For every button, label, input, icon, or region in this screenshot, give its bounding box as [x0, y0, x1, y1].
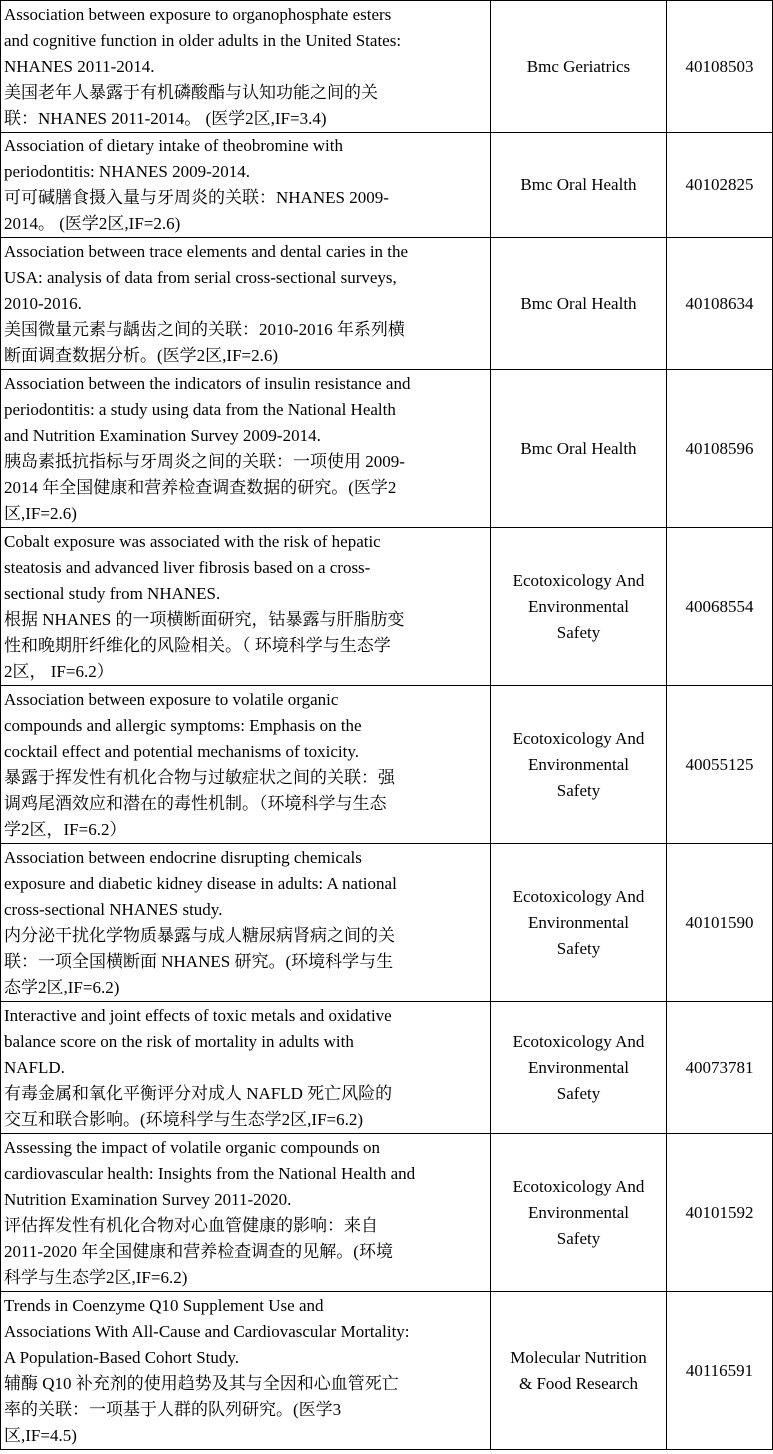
article-title-line: Cobalt exposure was associated with the risk of hepatic: [4, 531, 381, 551]
journal-name-cell: [491, 1, 667, 133]
pmid-cell: 40116591: [667, 1292, 773, 1450]
pmid-cell: 40108596: [667, 370, 773, 528]
article-title-line: 率的关联：一项基于人群的队列研究。(医学3: [4, 1399, 342, 1419]
journal-name-line: Environmental: [527, 596, 630, 616]
article-title-line: periodontitis: a study using data from the National Health: [4, 399, 396, 419]
article-title-line: 2014。 (医学2区,IF=2.6): [4, 214, 181, 233]
pmid-cell: 40108503: [667, 1, 773, 133]
article-title-line: Interactive and joint effects of toxic metals and oxidative: [4, 1005, 392, 1025]
article-title-cell: [1, 1, 491, 133]
table-row: [1, 1002, 773, 1134]
article-title-line: Assessing the impact of volatile organic compounds on: [4, 1137, 380, 1157]
table-row: [1, 238, 773, 370]
pmid-cell: 40101592: [667, 1134, 773, 1292]
journal-name-line: & Food Research: [519, 1373, 638, 1393]
journal-name-line: Molecular Nutrition: [510, 1347, 647, 1367]
article-title-line: 交互和联合影响。(环境科学与生态学2区,IF=6.2): [4, 1109, 364, 1129]
pmid-cell: 40108634: [667, 238, 773, 370]
article-title-line: USA: analysis of data from serial cross-sectional surveys,: [4, 267, 397, 287]
article-title-line: 学2区，IF=6.2）: [4, 819, 127, 839]
article-title-line: and cognitive function in older adults in the United States:: [4, 30, 402, 50]
journal-name-line: Ecotoxicology And: [512, 886, 645, 906]
article-title-line: 可可碱膳食摄入量与牙周炎的关联：NHANES 2009-: [4, 188, 389, 207]
table-row: [1, 1134, 773, 1292]
article-title-line: 内分泌干扰化学物质暴露与成人糖尿病肾病之间的关: [4, 925, 395, 945]
table-row: [1, 1, 773, 133]
article-title-cell: [1, 1292, 491, 1450]
article-title-line: 胰岛素抵抗指标与牙周炎之间的关联：一项使用 2009-: [4, 451, 405, 471]
pmid-cell: 40102825: [667, 133, 773, 238]
pmid-cell: 40055125: [667, 686, 773, 844]
journal-name-line: Environmental: [527, 912, 630, 932]
journal-name-line: Ecotoxicology And: [512, 728, 645, 748]
article-title-line: 评估挥发性有机化合物对心血管健康的影响：来自: [4, 1215, 378, 1235]
article-title-line: Association between trace elements and dental caries in the: [4, 241, 409, 261]
journal-name-line: Ecotoxicology And: [512, 570, 645, 590]
article-title-line: 断面调查数据分析。(医学2区,IF=2.6): [4, 345, 279, 365]
journal-name-line: Environmental: [527, 754, 630, 774]
journal-name-line: Ecotoxicology And: [512, 1176, 645, 1196]
article-title-line: 美国老年人暴露于有机磷酸酯与认知功能之间的关: [4, 82, 378, 102]
article-title-line: exposure and diabetic kidney disease in adults: A national: [4, 873, 397, 893]
journal-name-cell: [491, 844, 667, 1002]
journal-name-line: Bmc Oral Health: [520, 438, 637, 458]
article-title-line: Trends in Coenzyme Q10 Supplement Use and: [4, 1295, 324, 1315]
article-title-line: Association between the indicators of insulin resistance and: [4, 373, 411, 393]
article-title-line: Nutrition Examination Survey 2011-2020.: [4, 1189, 292, 1209]
journal-name-line: Bmc Oral Health: [520, 175, 637, 194]
journal-name-line: Safety: [556, 780, 601, 800]
journal-name-line: Environmental: [527, 1202, 630, 1222]
article-title-line: NAFLD.: [4, 1057, 65, 1077]
article-title-line: compounds and allergic symptoms: Emphasis on the: [4, 715, 362, 735]
article-title-line: Association between endocrine disrupting chemicals: [4, 847, 362, 867]
journal-name-line: Safety: [556, 622, 601, 642]
article-title-line: Association between exposure to organophosphate esters: [4, 4, 392, 24]
article-title-line: Association of dietary intake of theobromine with: [4, 136, 343, 155]
article-title-line: 2011-2020 年全国健康和营养检查调查的见解。(环境: [4, 1241, 393, 1261]
journal-name-cell: [491, 1292, 667, 1450]
journal-name-cell: [491, 1134, 667, 1292]
journal-name-line: Ecotoxicology And: [512, 1031, 645, 1051]
article-title-line: 有毒金属和氧化平衡评分对成人 NAFLD 死亡风险的: [4, 1083, 393, 1103]
article-title-line: cardiovascular health: Insights from the National Health and: [4, 1163, 416, 1183]
article-title-line: 区,IF=4.5): [4, 1425, 77, 1445]
article-title-line: sectional study from NHANES.: [4, 583, 221, 603]
pmid-cell: 40073781: [667, 1002, 773, 1134]
journal-name-cell: [491, 238, 667, 370]
journal-name-cell: [491, 370, 667, 528]
article-title-line: 美国微量元素与龋齿之间的关联：2010-2016 年系列横: [4, 319, 405, 339]
table-row: [1, 133, 773, 238]
journal-name-line: Safety: [556, 1228, 601, 1248]
journal-name-cell: [491, 133, 667, 238]
article-title-line: cross-sectional NHANES study.: [4, 899, 223, 919]
article-title-line: 态学2区,IF=6.2): [4, 977, 120, 997]
table-row: [1, 1292, 773, 1450]
article-title-line: Association between exposure to volatile organic: [4, 689, 339, 709]
table-row: [1, 528, 773, 686]
journal-name-line: Safety: [556, 1083, 601, 1103]
article-title-line: balance score on the risk of mortality in adults with: [4, 1031, 354, 1051]
article-title-line: 区,IF=2.6): [4, 503, 77, 523]
article-title-line: 根据 NHANES 的一项横断面研究，钴暴露与肝脂肪变: [4, 609, 405, 629]
article-title-cell: [1, 370, 491, 528]
article-title-line: 暴露于挥发性有机化合物与过敏症状之间的关联：强: [4, 767, 395, 787]
pmid-cell: 40101590: [667, 844, 773, 1002]
article-title-cell: [1, 1134, 491, 1292]
article-title-line: 辅酶 Q10 补充剂的使用趋势及其与全因和心血管死亡: [4, 1373, 399, 1393]
journal-name-cell: [491, 528, 667, 686]
journal-name-line: Bmc Geriatrics: [526, 56, 631, 76]
article-title-cell: [1, 1002, 491, 1134]
article-title-line: 2010-2016.: [4, 293, 82, 313]
article-title-line: periodontitis: NHANES 2009-2014.: [4, 162, 251, 181]
article-title-cell: [1, 528, 491, 686]
article-title-line: 2区， IF=6.2）: [4, 661, 114, 681]
article-title-line: A Population-Based Cohort Study.: [4, 1347, 240, 1367]
article-title-line: Associations With All-Cause and Cardiovascular Mortality:: [4, 1321, 410, 1341]
article-title-line: 2014 年全国健康和营养检查调查数据的研究。(医学2: [4, 477, 397, 497]
pmid-cell: 40068554: [667, 528, 773, 686]
article-title-cell: [1, 133, 491, 238]
journal-name-line: Environmental: [527, 1057, 630, 1077]
article-title-line: 调鸡尾酒效应和潜在的毒性机制。（环境科学与生态: [4, 793, 387, 813]
article-title-cell: [1, 844, 491, 1002]
article-title-line: 联：一项全国横断面 NHANES 研究。(环境科学与生: [4, 951, 394, 971]
journal-name-line: Bmc Oral Health: [520, 293, 637, 313]
article-title-line: and Nutrition Examination Survey 2009-2014.: [4, 425, 321, 445]
publication-table-body: [1, 1, 773, 1450]
journal-name-cell: [491, 1002, 667, 1134]
article-title-cell: [1, 686, 491, 844]
table-row: [1, 686, 773, 844]
article-title-line: NHANES 2011-2014.: [4, 56, 155, 76]
article-title-line: 性和晚期肝纤维化的风险相关。（ 环境科学与生态学: [4, 635, 391, 655]
article-title-line: 联：NHANES 2011-2014。 (医学2区,IF=3.4): [4, 108, 327, 128]
journal-name-cell: [491, 686, 667, 844]
article-title-line: steatosis and advanced liver fibrosis based on a cross-: [4, 557, 371, 577]
article-title-line: cocktail effect and potential mechanisms of toxicity.: [4, 741, 359, 761]
article-title-line: 科学与生态学2区,IF=6.2): [4, 1267, 188, 1287]
table-row: [1, 844, 773, 1002]
table-row: [1, 370, 773, 528]
journal-name-line: Safety: [556, 938, 601, 958]
article-title-cell: [1, 238, 491, 370]
